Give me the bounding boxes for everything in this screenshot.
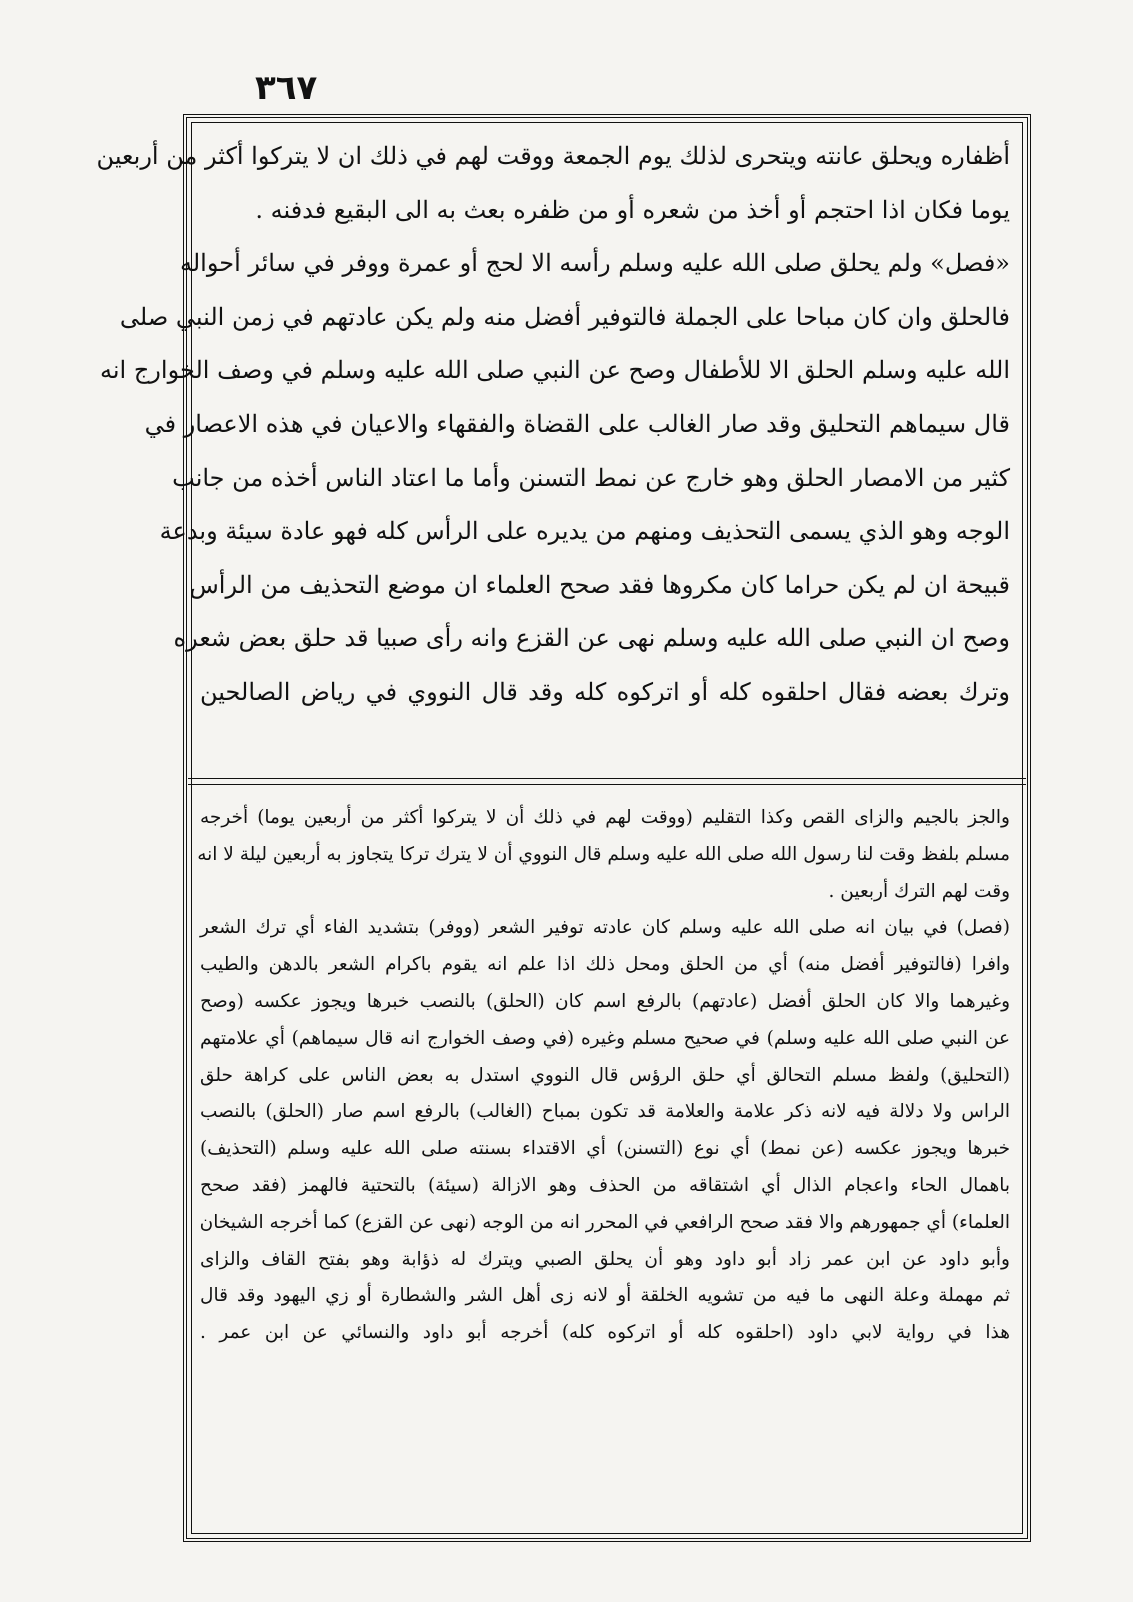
main-text-line: قال سيماهم التحليق وقد صار الغالب على القضاة والفقهاء والاعيان في هذه الاعصار في	[144, 409, 1010, 438]
footnote-line: عن النبي صلى الله عليه وسلم) في صحيح مسلم وغيره (في وصف الخوارج انه قال سيماهم) أي علامتهم	[200, 1027, 1010, 1049]
main-text-line: وصح ان النبي صلى الله عليه وسلم نهى عن القزع وانه رأى صبيا قد حلق بعض شعره	[173, 624, 1010, 653]
main-text-line: «فصل» ولم يحلق صلى الله عليه وسلم رأسه الا لحج أو عمرة ووفر في سائر أحواله	[179, 249, 1010, 278]
footnote-line: والجز بالجيم والزاى القص وكذا التقليم (ووقت لهم في ذلك أن لا يتركوا أكثر من أربعين يوما) أخرجه	[200, 807, 1010, 828]
main-text-line: الوجه وهو الذي يسمى التحذيف ومنهم من يديره على الرأس كله فهو عادة سيئة وبدعة	[159, 517, 1010, 546]
footnote-line: وأبو داود عن ابن عمر زاد أبو داود وهو أن يحلق الصبي ويترك له ذؤابة وهو بفتح القاف والزاى	[200, 1248, 1010, 1270]
footnote-line: العلماء) أي جمهورهم والا فقد صحح الرافعي في المحرر انه من الوجه (نهى عن القزع) كما أخرجه الشيخان	[199, 1211, 1010, 1233]
main-text-line: أظفاره ويحلق عانته ويتحرى لذلك يوم الجمعة ووقت لهم في ذلك ان لا يتركوا أكثر من أربعين	[96, 142, 1010, 170]
footnote-separator	[188, 778, 1026, 785]
footnote-line: وغيرهما والا كان الحلق أفضل (عادتهم) بالرفع اسم كان (الحلق) بالنصب خبرها ويجوز عكسه (وصح	[200, 990, 1010, 1012]
footnote-line: هذا في رواية لابي داود (احلقوه كله أو اتركوه كله) أخرجه أبو داود والنسائي عن ابن عمر .	[200, 1322, 1010, 1344]
main-text-line: قبيحة ان لم يكن حراما كان مكروها فقد صحح العلماء ان موضع التحذيف من الرأس	[189, 570, 1010, 599]
footnote-line: مسلم بلفظ وقت لنا رسول الله صلى الله عليه وسلم قال النووي أن لا يترك تركا يتجاوز به أربعين ليلة لا انه	[197, 843, 1010, 865]
footnote-line: خبرها ويجوز عكسه (عن نمط) أي نوع (التسنن) أي الاقتداء بسنته صلى الله عليه وسلم (التحذيف)	[200, 1138, 1010, 1160]
main-text-line: كثير من الامصار الحلق وهو خارج عن نمط التسنن وأما ما اعتاد الناس أخذه من جانب	[172, 463, 1010, 492]
footnote-line: الراس ولا دلالة فيه لانه ذكر علامة والعلامة قد تكون بمباح (الغالب) بالرفع اسم صار (الحلق) بالنصب	[200, 1101, 1010, 1123]
main-text-line: وترك بعضه فقال احلقوه كله أو اتركوه كله وقد قال النووي في رياض الصالحين	[200, 677, 1010, 706]
main-text-line: فالحلق وان كان مباحا على الجملة فالتوفير أفضل منه ولم يكن عادتهم في زمن النبي صلى	[119, 302, 1010, 331]
footnote-line: (فصل) في بيان انه صلى الله عليه وسلم كان عادته توفير الشعر (ووفر) بتشديد الفاء أي ترك الشعر	[200, 917, 1010, 939]
footnote-line: وافرا (فالتوفير أفضل منه) أي من الحلق ومحل ذلك اذا علم انه يقوم باكرام الشعر بالدهن والطيب	[200, 954, 1010, 976]
footnote-line: وقت لهم الترك أربعين .	[828, 880, 1010, 902]
main-text-line: يوما فكان اذا احتجم أو أخذ من شعره أو من ظفره بعث به الى البقيع فدفنه .	[255, 195, 1010, 224]
footnote-line: باهمال الحاء واعجام الذال أي اشتقاقه من الحذف وهو الازالة (سيئة) بالتحتية فالهمز (فقد صحح	[200, 1174, 1010, 1196]
footnote-line: (التحليق) ولفظ مسلم التحالق أي حلق الرؤس قال النووي استدل به بعض الناس على كراهة حلق	[200, 1064, 1010, 1086]
footnote-commentary	[197, 800, 1010, 1352]
main-text-line: الله عليه وسلم الحلق الا للأطفال وصح عن النبي صلى الله عليه وسلم في وصف الخوارج انه	[99, 356, 1010, 385]
main-text	[96, 130, 1010, 720]
footnote-line: ثم مهملة وعلة النهى ما فيه من تشويه الخلقة أو لانه زى أهل الشر والشطارة أو زي اليهود وقد قال	[200, 1285, 1010, 1307]
page-number: ٣٦٧	[255, 68, 318, 108]
